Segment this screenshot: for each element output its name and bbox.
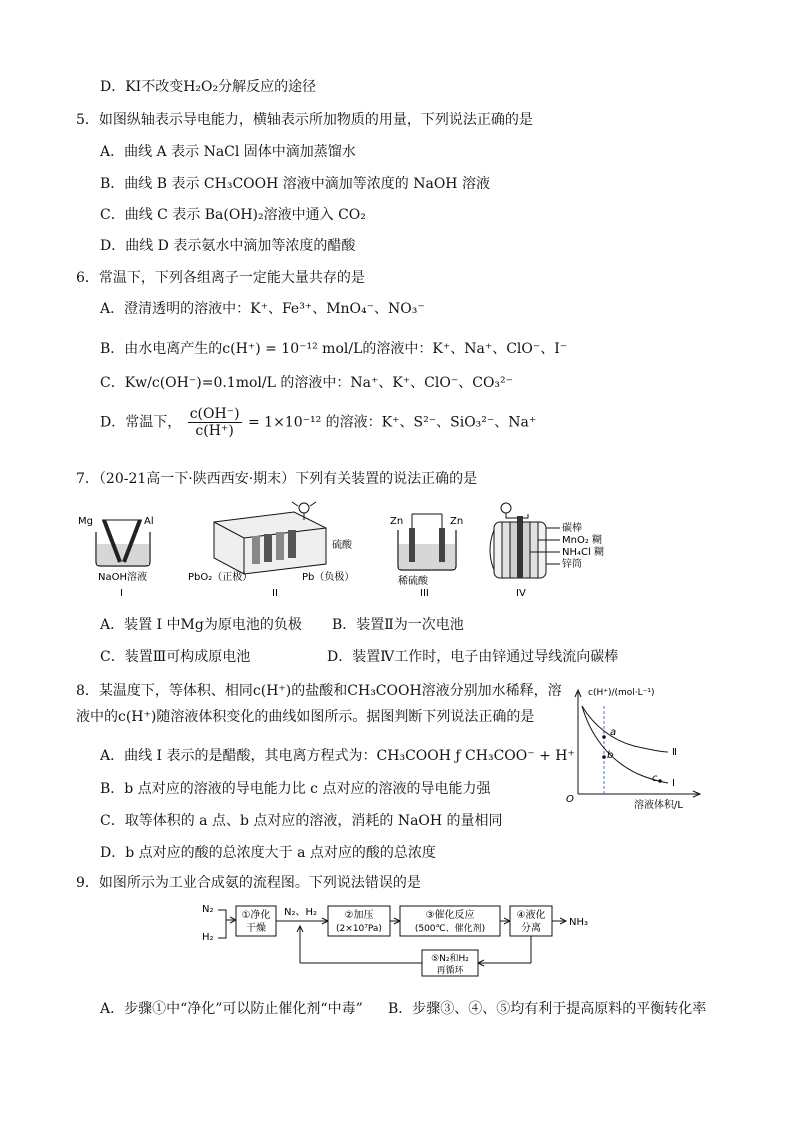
nh4cl-paste-label: NH₄Cl 糊 [562,547,604,558]
step-2-line1: ②加压 [344,910,374,921]
graph-x-label: 溶液体积/L [634,800,683,810]
q8-stem-line1: 8．某温度下，等体积、相同c(H⁺)的盐酸和CH₃COOH溶液分别加水稀释，溶 [76,683,562,699]
q8-option-a: A．曲线 I 表示的是醋酸，其电离方程式为：CH₃COOH ƒ CH₃COO⁻ + H⁺ [100,748,575,764]
device-ii-label: II [272,588,278,599]
q6-option-a: A．澄清透明的溶液中：K⁺、Fe³⁺、MnO₄⁻、NO₃⁻ [100,301,425,317]
q6-d-denominator: c(H⁺) [195,423,234,439]
device-iii-label: III [420,588,429,599]
zn-right-label: Zn [450,516,464,527]
carbon-rod-label: 碳棒 [562,523,582,534]
q6-b-suffix: 的溶液中：K⁺、Na⁺、ClO⁻、I⁻ [362,341,568,357]
step-4-line1: ④液化 [516,910,546,921]
mno2-paste-label: MnO₂ 糊 [562,535,603,546]
graph-origin: O [566,794,574,805]
curve-ii [582,706,668,752]
q7-option-d: D．装置Ⅳ工作时，电子由锌通过导线流向碳棒 [327,649,619,665]
q7-option-b: B．装置Ⅱ为一次电池 [332,617,464,633]
graph-y-label: c(H⁺)/(mol·L⁻¹) [588,688,655,698]
device-i [78,516,154,599]
q9-ammonia-flowchart [196,898,606,978]
q8-option-b: B．b 点对应的溶液的导电能力比 c 点对应的溶液的导电能力强 [100,781,491,797]
q6-b-formula: c(H⁺) = 10⁻¹² mol/L [222,341,363,357]
q8-stem-line2: 液中的c(H⁺)随溶液体积变化的曲线如图所示。据图判断下列说法正确的是 [76,709,535,725]
device-i-label: I [120,588,123,599]
q6-b-prefix: B．由水电离产生的 [100,341,223,357]
q5-option-b: B．曲线 B 表示 CH₃COOH 溶液中滴加等浓度的 NaOH 溶液 [100,176,490,192]
q6-stem: 6．常温下，下列各组离子一定能大量共存的是 [76,270,365,286]
step-1-line1: ①净化 [241,910,271,921]
q9-stem: 9．如图所示为工业合成氨的流程图。下列说法错误的是 [76,875,421,891]
al-label: Al [144,516,154,527]
q7-apparatus-figure [76,500,636,604]
point-b-label: b [607,750,614,761]
mixed-gas-label: N₂、H₂ [284,907,318,918]
q6-option-d [100,406,536,439]
q6-d-numerator: c(OH⁻) [189,406,240,422]
device-ii [188,502,354,599]
sulfuric-acid-label: 硫酸 [332,540,352,551]
q5-stem: 5．如图纵轴表示导电能力，横轴表示所加物质的用量，下列说法正确的是 [76,112,533,128]
step-5-line2: 再循环 [436,966,464,976]
q6-d-suffix: = 1×10⁻¹² 的溶液：K⁺、S²⁻、SiO₃²⁻、Na⁺ [247,414,537,431]
q9-option-b: B．步骤③、④、⑤均有利于提高原料的平衡转化率 [388,1001,707,1017]
q5-option-a: A．曲线 A 表示 NaCl 固体中滴加蒸馏水 [100,144,356,160]
naoh-label: NaOH溶液 [98,572,147,583]
q9-option-a: A．步骤①中“净化”可以防止催化剂“中毒” [100,1001,363,1017]
q8-dilution-graph [564,684,714,810]
step-4-line2: 分离 [521,923,541,934]
device-iv [490,503,604,599]
pbo2-label: PbO₂（正极） [188,572,253,583]
q5-option-d: D．曲线 D 表示氨水中滴加等浓度的醋酸 [100,238,356,254]
q8-option-d: D．b 点对应的酸的总浓度大于 a 点对应的酸的总浓度 [100,845,436,861]
point-c-label: c [652,773,658,784]
device-iv-label: IV [516,588,526,599]
h2-input-label: H₂ [202,932,214,943]
step-1-line2: 干燥 [246,923,266,934]
q8-option-c: C．取等体积的 a 点、b 点对应的溶液，消耗的 NaOH 的量相同 [100,813,503,829]
step-2-line2: (2×10⁷Pa) [336,924,382,934]
dilute-acid-label: 稀硫酸 [398,576,428,587]
point-a-label: a [610,727,617,738]
curve-i [582,706,668,783]
q7-option-a: A．装置 I 中Mg为原电池的负极 [100,617,302,633]
device-iii [390,514,463,599]
q6-d-prefix: D．常温下， [100,414,182,431]
step-3-line1: ③催化反应 [425,910,475,921]
pb-label: Pb（负极） [302,572,355,583]
curve-ii-label: Ⅱ [672,747,677,758]
q6-option-b [100,340,567,358]
q6-option-c: C．Kw/c(OH⁻)=0.1mol/L 的溶液中：Na⁺、K⁺、ClO⁻、CO₃²⁻ [100,375,514,391]
q7-option-c: C．装置Ⅲ可构成原电池 [100,649,251,665]
q7-stem: 7．（20-21高一下·陕西西安·期末）下列有关装置的说法正确的是 [76,471,478,487]
nh3-output-label: NH₃ [569,917,589,928]
q6-d-fraction [188,406,242,439]
zn-left-label: Zn [390,516,404,527]
n2-input-label: N₂ [202,904,214,915]
curve-i-label: I [672,778,675,789]
q4-option-d: D．KI不改变H₂O₂分解反应的途径 [100,79,317,95]
mg-label: Mg [78,516,93,527]
step-3-line2: (500℃、催化剂) [414,924,486,934]
q5-option-c: C．曲线 C 表示 Ba(OH)₂溶液中通入 CO₂ [100,207,366,223]
step-5-line1: ⑤N₂和H₂ [431,954,469,964]
zinc-can-label: 锌筒 [562,559,582,570]
